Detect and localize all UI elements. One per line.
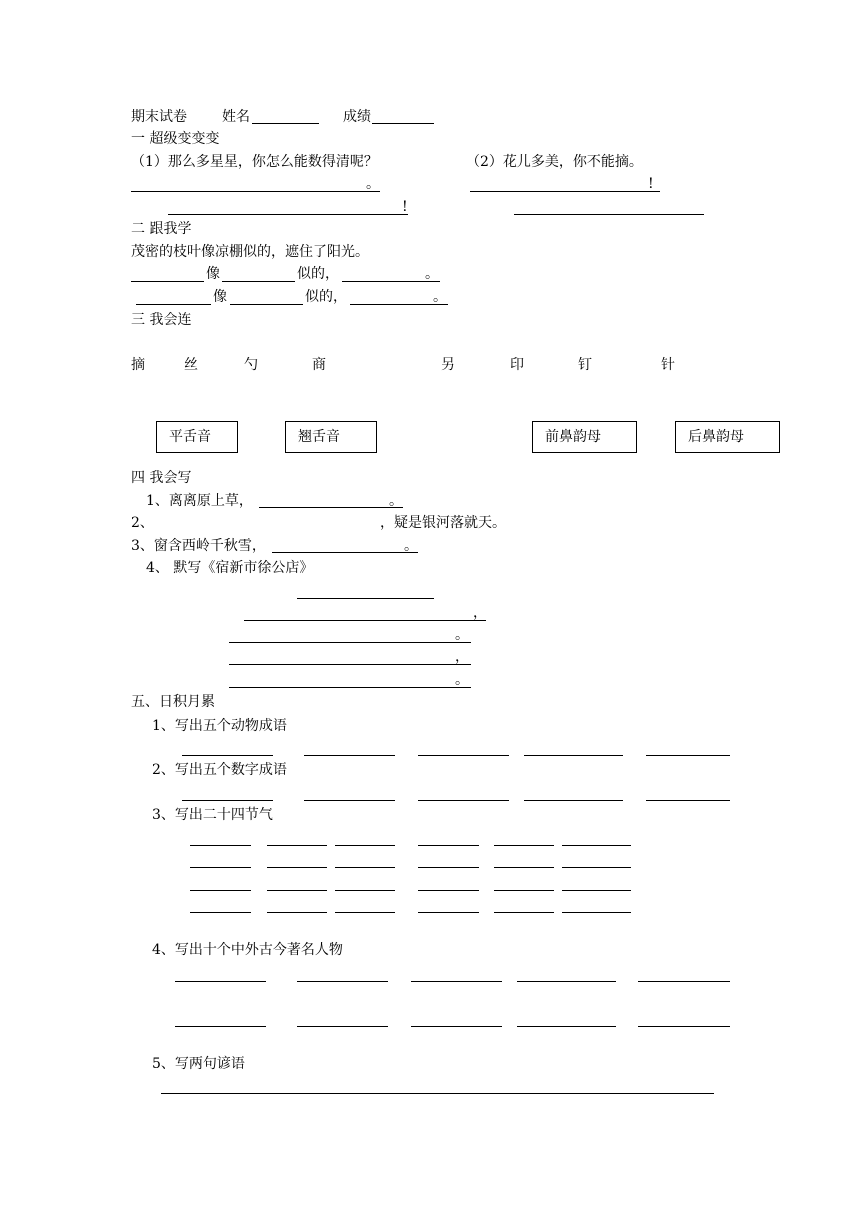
s4-poem-title-blank[interactable] [297,598,434,599]
s3-char[interactable]: 勺 [244,357,258,373]
s2-example: 茂密的枝叶像凉棚似的，遮住了阳光。 [131,244,369,260]
s5-q1-blank[interactable] [524,755,623,756]
s3-char[interactable]: 钉 [578,357,592,373]
s1-excl-1b: ! [402,199,408,215]
s5-term-blank[interactable] [267,912,327,913]
s2-blank-1a[interactable] [131,281,204,282]
s5-q4-blank[interactable] [517,981,616,982]
s2-end-2: 。 [433,289,447,305]
s5-term-blank[interactable] [562,912,631,913]
s4-line-3: 3、窗含西岭千秋雪， [131,538,266,554]
s1-excl-2a: ! [648,176,654,192]
s5-question-2: 2、写出五个数字成语 [152,762,287,778]
s5-term-blank[interactable] [267,890,327,891]
s5-q4-blank[interactable] [175,1026,266,1027]
s4-period-3: 。 [404,538,418,554]
s5-q2-blank[interactable] [304,800,395,801]
section-4-heading: 四 我会写 [131,470,192,486]
s4-blank-3[interactable] [272,552,418,553]
s5-term-blank[interactable] [190,845,251,846]
s2-end-1: 。 [425,266,439,282]
s2-blank-2b[interactable] [230,304,303,305]
s5-q4-blank[interactable] [517,1026,616,1027]
s4-poem-comma-1: ， [473,605,487,621]
s5-term-blank[interactable] [562,867,631,868]
s5-q2-blank[interactable] [524,800,623,801]
s5-q4-blank[interactable] [638,1026,730,1027]
s5-term-blank[interactable] [418,845,479,846]
s5-q2-blank[interactable] [646,800,730,801]
s1-answer-1b[interactable] [168,214,408,215]
s5-question-5: 5、写两句谚语 [152,1056,245,1072]
score-field[interactable] [372,123,434,124]
exam-title: 期末试卷 [131,109,187,125]
s5-term-blank[interactable] [494,867,554,868]
s1-answer-2b[interactable] [514,214,704,215]
s5-q2-blank[interactable] [418,800,509,801]
s1-question-1: （1）那么多星星，你怎么能数得清呢？ [131,154,378,170]
name-label: 姓名 [222,109,250,125]
s3-char[interactable]: 商 [312,357,326,373]
s5-term-blank[interactable] [267,867,327,868]
s2-xiang-2: 像 [213,289,227,305]
s5-term-blank[interactable] [494,890,554,891]
s5-term-blank[interactable] [494,845,554,846]
s5-q4-blank[interactable] [297,1026,388,1027]
s4-line-4: 4、 默写《宿新市徐公店》 [146,560,314,576]
s1-answer-2a[interactable] [470,191,660,192]
s4-poem-line-3[interactable] [229,664,471,665]
s1-answer-1a[interactable] [131,191,380,192]
s5-term-blank[interactable] [418,867,479,868]
s4-line-1: 1、离离原上草， [146,493,253,509]
s5-q4-blank[interactable] [638,981,730,982]
s5-term-blank[interactable] [562,890,631,891]
s5-q4-blank[interactable] [411,981,502,982]
s5-term-blank[interactable] [418,890,479,891]
s4-poem-period-4: 。 [455,672,469,688]
s5-question-4: 4、写出十个中外古今著名人物 [152,942,343,958]
name-field[interactable] [252,123,319,124]
s5-proverb-line[interactable] [161,1093,714,1094]
s4-line-2-num: 2、 [131,515,154,531]
s5-term-blank[interactable] [418,912,479,913]
s4-poem-comma-3: ， [455,649,469,665]
s5-term-blank[interactable] [335,845,395,846]
s2-xiang-1: 像 [206,266,220,282]
s5-term-blank[interactable] [562,845,631,846]
s4-blank-1[interactable] [259,507,403,508]
s5-q1-blank[interactable] [646,755,730,756]
s5-question-1: 1、写出五个动物成语 [152,718,287,734]
s3-char[interactable]: 印 [510,357,524,373]
section-5-heading: 五、日积月累 [131,694,215,710]
section-3-heading: 三 我会连 [131,312,192,328]
s1-question-2: （2）花儿多美，你不能摘。 [466,154,643,170]
s5-term-blank[interactable] [335,890,395,891]
s5-term-blank[interactable] [190,912,251,913]
s5-term-blank[interactable] [190,867,251,868]
s5-q1-blank[interactable] [182,755,273,756]
s5-question-3: 3、写出二十四节气 [152,807,273,823]
s4-poem-line-1[interactable] [244,620,486,621]
s3-char[interactable]: 另 [441,357,455,373]
s3-char[interactable]: 针 [661,357,675,373]
s3-box-houbi[interactable]: 后鼻韵母 [675,421,780,453]
s5-term-blank[interactable] [267,845,327,846]
s2-blank-2a[interactable] [136,304,211,305]
s5-q4-blank[interactable] [411,1026,502,1027]
s5-q1-blank[interactable] [304,755,395,756]
s3-char[interactable]: 丝 [184,357,198,373]
s3-box-qiaoshe[interactable]: 翘舌音 [285,421,377,453]
s5-term-blank[interactable] [335,867,395,868]
s4-blank-2[interactable] [148,529,382,530]
s5-term-blank[interactable] [335,912,395,913]
s5-term-blank[interactable] [190,890,251,891]
s5-q4-blank[interactable] [175,981,266,982]
s4-poem-line-4[interactable] [229,687,471,688]
s5-q1-blank[interactable] [418,755,509,756]
s2-side-1: 似的， [297,266,339,282]
score-label: 成绩 [343,109,371,125]
s4-poem-line-2[interactable] [229,642,471,643]
s2-blank-1b[interactable] [222,281,295,282]
s4-period-1: 。 [389,493,403,509]
section-1-heading: 一 超级变变变 [131,131,220,147]
s4-line-2-text: ，疑是银河落就天。 [380,515,506,531]
section-2-heading: 二 跟我学 [131,221,192,237]
s3-char[interactable]: 摘 [131,357,145,373]
s5-term-blank[interactable] [494,912,554,913]
s5-q4-blank[interactable] [297,981,388,982]
s1-period-1a: 。 [366,176,380,192]
s3-box-qianbi[interactable]: 前鼻韵母 [532,421,637,453]
s2-side-2: 似的， [305,289,347,305]
s5-q2-blank[interactable] [182,800,273,801]
s4-poem-period-2: 。 [455,627,469,643]
s3-box-pingshe[interactable]: 平舌音 [156,421,238,453]
